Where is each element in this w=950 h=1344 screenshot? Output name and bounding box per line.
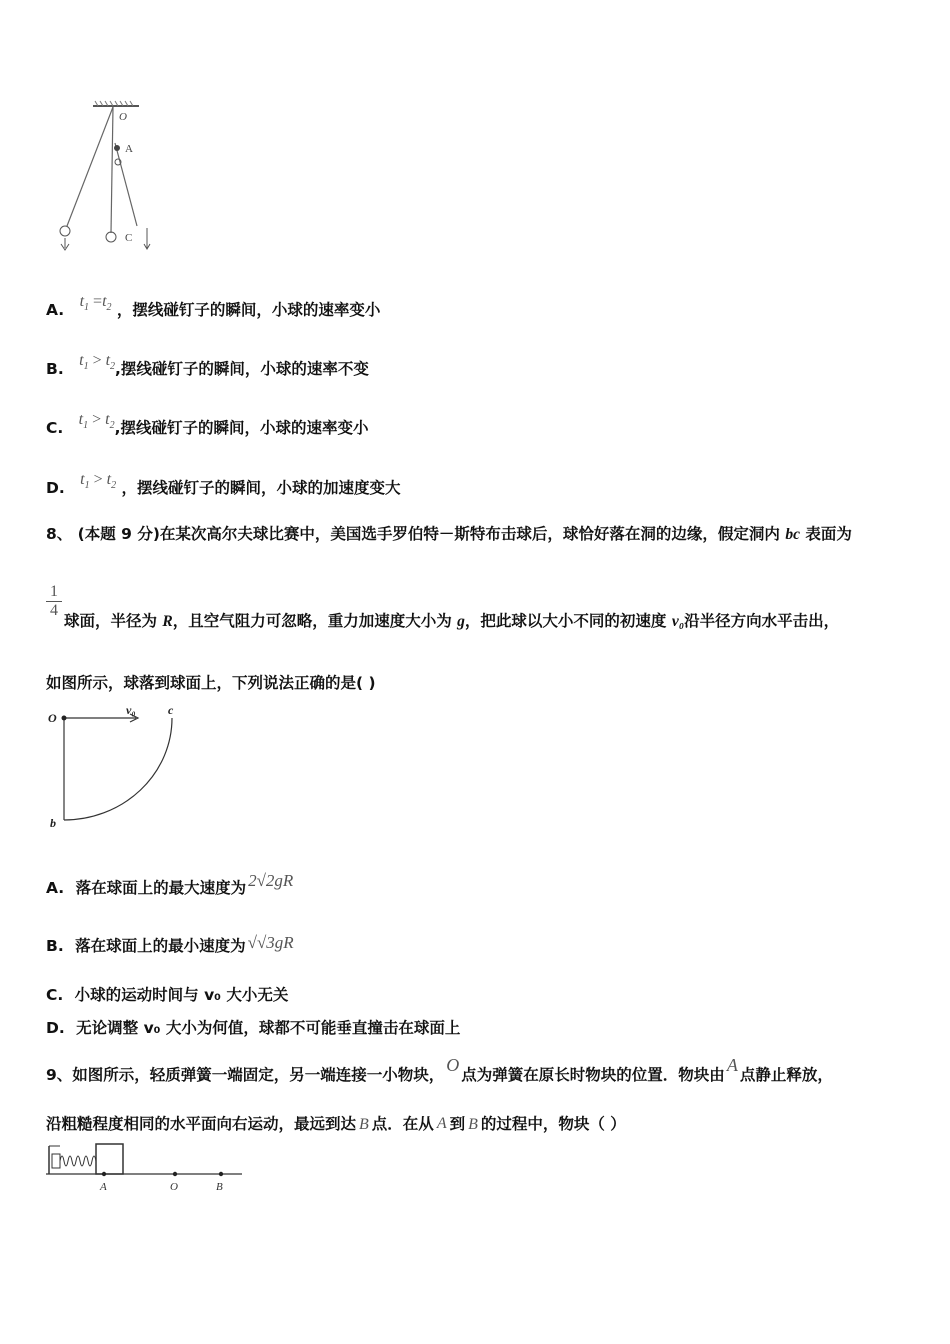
option-text: ,摆线碰钉子的瞬间，小球的速率变小	[114, 419, 369, 437]
option-letter: B.	[46, 360, 64, 378]
option-math: √√3gR	[247, 933, 294, 952]
figure-label-o: O	[48, 711, 57, 725]
q8-stem-line3: 如图所示，球落到球面上，下列说法正确的是( )	[46, 674, 376, 692]
option-math: $t_1 > t_2$	[78, 411, 115, 432]
option-letter: B.	[46, 937, 64, 955]
figure-label-b: b	[50, 816, 56, 830]
option-text: 落在球面上的最大速度为	[75, 879, 247, 897]
q7-option-a	[46, 293, 381, 322]
option-math: $t_1 > t_2$	[80, 471, 117, 492]
fraction-denominator: 4	[46, 601, 62, 620]
option-letter: D.	[46, 479, 65, 497]
option-math: $t_1 =t_2$	[79, 293, 112, 314]
q9-stem-line2: 沿粗糙程度相同的水平面向右运动，最远到达 B 点．在从 A 到 B 的过程中，物块（ ）	[46, 1115, 626, 1133]
option-letter: D.	[46, 1019, 65, 1037]
pendulum-figure	[55, 98, 165, 258]
option-text: 小球的运动时间与 v₀ 大小无关	[74, 986, 289, 1004]
option-math: 2√2gR	[248, 871, 294, 890]
q7-option-b	[46, 352, 369, 381]
pendulum-label-c: C	[125, 232, 133, 244]
option-text: 落在球面上的最小速度为	[75, 937, 246, 955]
option-text: 无论调整 v₀ 大小为何值，球都不可能垂直撞击在球面上	[76, 1019, 461, 1037]
figure-label-a: A	[100, 1181, 107, 1193]
q7-option-c	[46, 411, 369, 440]
pendulum-label-o: O	[119, 111, 127, 123]
option-letter: C.	[46, 419, 64, 437]
option-math: $t_1 > t_2$	[79, 352, 116, 373]
q8-option-a	[46, 871, 294, 898]
fraction-numerator: 1	[50, 583, 58, 600]
q8-stem-line1: 8、 (本题 9 分)在某次高尔夫球比赛中，美国选手罗伯特－斯特布击球后，球恰好落在洞的边缘，假定洞内 bc 表面为	[46, 525, 852, 543]
option-letter: A.	[46, 301, 65, 319]
q8-option-c	[46, 983, 288, 1005]
q7-option-d	[46, 471, 401, 500]
q8-stem-line2: 球面，半径为 R，且空气阻力可忽略，重力加速度大小为 g，把此球以大小不同的初速度 v₀沿半径方向水平击出，	[64, 612, 840, 630]
option-text: ,摆线碰钉子的瞬间，小球的速率不变	[115, 360, 369, 378]
golf-hole-figure	[44, 700, 194, 835]
option-letter: A.	[46, 879, 65, 897]
q8-fraction	[46, 583, 62, 620]
spring-block-figure	[46, 1140, 246, 1195]
figure-label-v0: v₀	[126, 703, 136, 717]
figure-label-c: c	[168, 703, 174, 717]
q8-option-b	[46, 934, 294, 956]
option-text: ，摆线碰钉子的瞬间，小球的加速度变大	[121, 479, 401, 497]
figure-label-b: B	[216, 1181, 223, 1193]
figure-label-o: O	[170, 1181, 178, 1193]
q9-stem-line1: 9、如图所示，轻质弹簧一端固定，另一端连接一小物块， O 点为弹簧在原长时物块的位置．物块由 A 点静止释放，	[46, 1055, 833, 1084]
option-letter: C.	[46, 986, 64, 1004]
q8-option-d	[46, 1016, 460, 1038]
option-text: ，摆线碰钉子的瞬间，小球的速率变小	[116, 301, 381, 319]
pendulum-label-a: A	[125, 143, 133, 155]
